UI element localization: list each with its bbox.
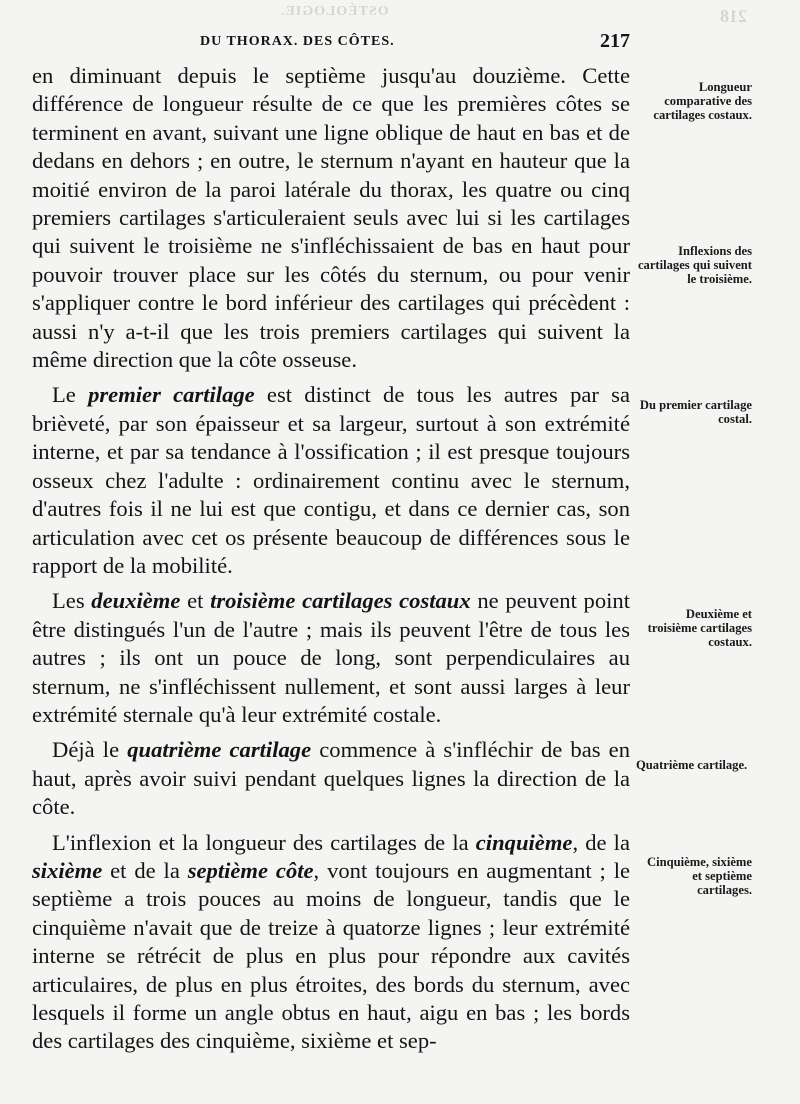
paragraph-1 — [32, 62, 630, 374]
emphasis: premier cartilage — [88, 382, 255, 408]
emphasis: sixième — [32, 857, 103, 883]
margin-note: Inflexions des cartilages qui suivent le troisième. — [637, 244, 752, 286]
show-through-header: OSTÉOLOGIE. — [280, 4, 389, 19]
margin-note: Du premier cartilage costal. — [639, 398, 752, 426]
emphasis: deuxième — [91, 588, 181, 614]
paragraph-2: Le premier cartilage est distinct de tous les autres par sa brièveté, par son épaisseur et sa largeur, surtout à son extrémité interne, et par sa tendance à l'ossification ; il est presque toujours osseux chez l'adulte : ordinairement continu avec le sternum, d'autres fois il ne lui est que contigu, et dans ce dernier cas, son articulation avec cet os présente beaucoup de différences sous le rapport de la mobilité. — [32, 382, 630, 578]
margin-note: Cinquième, sixième et septième cartilages. — [647, 855, 752, 897]
running-title: DU THORAX. DES CÔTES. — [200, 34, 395, 49]
show-through-page-number: 218 — [720, 6, 747, 26]
emphasis: troisième cartilages costaux — [210, 588, 471, 614]
paragraph-4: Déjà le quatrième cartilage commence à s'infléchir de bas en haut, après avoir suivi pendant quelques lignes la direction de la côte. — [32, 737, 631, 820]
main-text — [32, 62, 630, 1056]
paragraph-5: L'inflexion et la longueur des cartilages de la cinquième, de la sixième et de la septième côte, vont toujours en augmentant ; le septième a trois pouces au moins de longueur, tandis que le cinquième n'avait que de treize à quatorze lignes ; leur extrémité interne se rétrécit de plus en plus pour répondre aux cavités articulaires, de plus en plus étroites, des bords du sternum, avec lesquels il forme un angle obtus en haut, aigu en bas ; les bords des cartilages des cinquième, sixième et sep- — [32, 829, 630, 1054]
paragraph-3: Les deuxième et troisième cartilages costaux ne peuvent point être distingués l'un de l'autre ; mais ils peuvent l'être de tous les autres ; ils ont un pouce de long, sont perpendiculaires au sternum, ne s'infléchissent nullement, et sont aussi larges à leur extrémité sternale qu'à leur extrémité costale. — [32, 588, 630, 727]
page-number: 217 — [600, 30, 630, 52]
paragraph-1-text: en diminuant depuis le septième jusqu'au douzième. Cette différence de longueur résulte de ce que les premières côtes se terminent en avant, suivant une ligne oblique de haut en bas et de dedans en dehors ; en outre, le sternum n'ayant en hauteur que la moitié environ de la paroi latérale du thorax, les quatre ou cinq premiers cartilages s'articuleraient seuls avec lui si les cartilages qui suivent le troisième ne s'infléchissaient de bas en haut pour pouvoir trouver place sur les côtés du sternum, ou pour venir s'appliquer contre le bord inférieur des cartilages qui précèdent : aussi n'y a-t-il que les trois premiers cartilages qui suivent la même direction que la côte osseuse. — [32, 63, 630, 373]
margin-note: Quatrième cartilage. — [636, 758, 748, 772]
margin-note: Deuxième et troisième cartilages costaux. — [647, 607, 752, 649]
emphasis: septième côte — [187, 857, 314, 883]
emphasis: quatrième cartilage — [127, 737, 312, 763]
emphasis: cinquième — [475, 829, 573, 855]
margin-note: Longueur comparative des cartilages costaux. — [653, 80, 752, 122]
